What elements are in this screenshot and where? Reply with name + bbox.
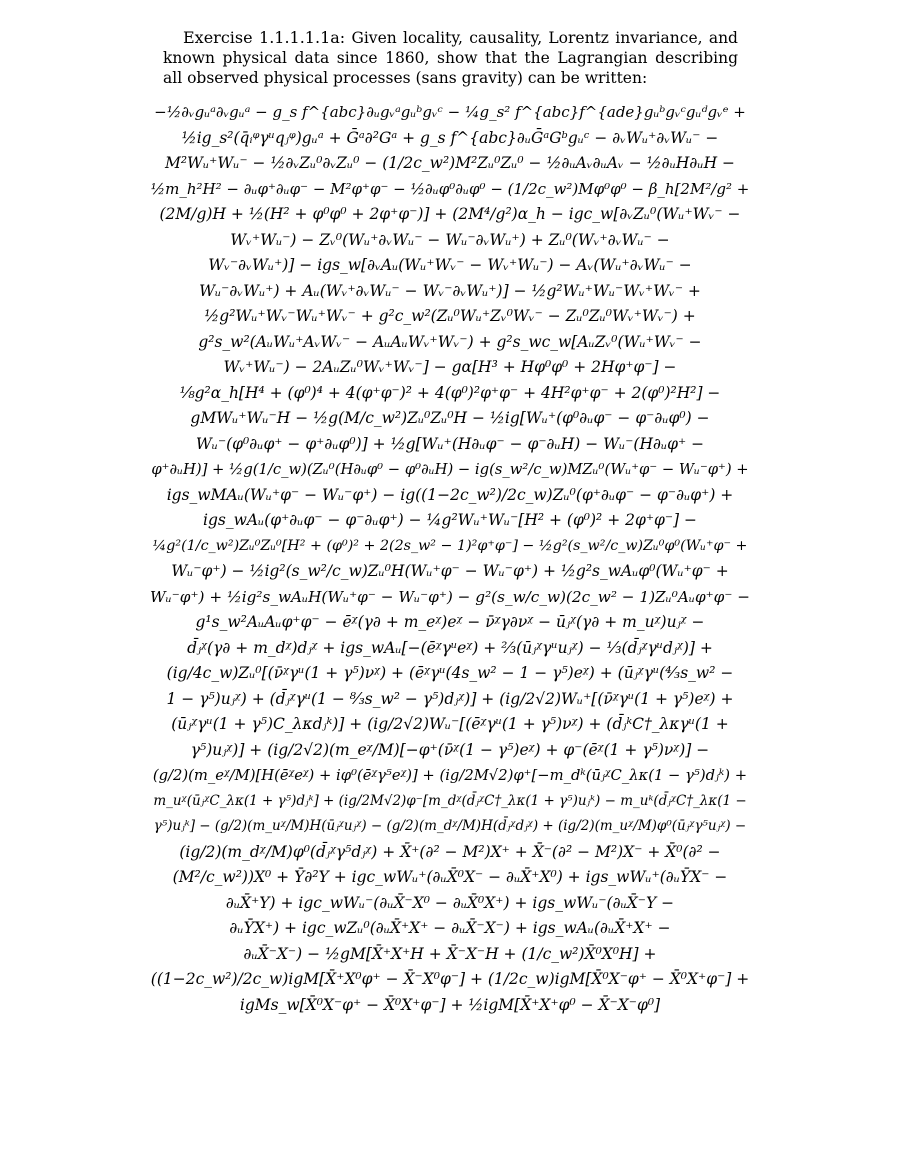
lagrangian-line: Wᵤ⁻φ⁺) − ½ig²(s_w²/c_w)Zᵤ⁰H(Wᵤ⁺φ⁻ − Wᵤ⁻φ⁺) + ½g²s_wAᵤφ⁰(Wᵤ⁺φ⁻ + — [171, 562, 729, 580]
lagrangian-line: (ūⱼᵡγᵘ(1 + γ⁵)C_λκdⱼᵏ)] + (ig/2√2)Wᵤ⁻[(ēᵡγᵘ(1 + γ⁵)νᵡ) + (d̄ⱼᵏC†_λκγᵘ(1 + — [171, 715, 729, 733]
lagrangian-line: igs_wAᵤ(φ⁺∂ᵤφ⁻ − φ⁻∂ᵤφ⁺) − ¼g²Wᵤ⁺Wᵤ⁻[H² + (φ⁰)² + 2φ⁺φ⁻] − — [202, 511, 698, 529]
lagrangian-line: ¼g²(1/c_w²)Zᵤ⁰Zᵤ⁰[H² + (φ⁰)² + 2(2s_w² − 1)²φ⁺φ⁻] − ½g²(s_w²/c_w)Zᵤ⁰φ⁰(Wᵤ⁺φ⁻ + — [152, 537, 748, 554]
lagrangian-line: M²Wᵤ⁺Wᵤ⁻ − ½∂ᵥZᵤ⁰∂ᵥZᵤ⁰ − (1/2c_w²)M²Zᵤ⁰Zᵤ⁰ − ½∂ᵤAᵥ∂ᵤAᵥ − ½∂ᵤH∂ᵤH − — [164, 154, 736, 172]
lagrangian-line: d̄ⱼᵡ(γ∂ + m_dᵡ)dⱼᵡ + igs_wAᵤ[−(ēᵡγᵘeᵡ) + ⅔(ūⱼᵡγᵘuⱼᵡ) − ⅓(d̄ⱼᵡγᵘdⱼᵡ)] + — [187, 638, 713, 657]
lagrangian-line: Wᵤ⁻∂ᵥWᵤ⁺) + Aᵤ(Wᵥ⁺∂ᵥWᵤ⁻ − Wᵥ⁻∂ᵥWᵤ⁺)] − ½g²Wᵤ⁺Wᵤ⁻Wᵥ⁺Wᵥ⁻ + — [199, 281, 701, 300]
lagrangian-line: (M²/c_w²))X⁰ + Ȳ∂²Y + igc_wWᵤ⁺(∂ᵤX̄⁰X⁻ − ∂ᵤX̄⁺X⁰) + igs_wWᵤ⁺(∂ᵤȲX⁻ − — [172, 868, 728, 886]
lagrangian-line: Wᵤ⁻(φ⁰∂ᵤφ⁺ − φ⁺∂ᵤφ⁰)] + ½g[Wᵤ⁺(H∂ᵤφ⁻ − φ⁻∂ᵤH) − Wᵤ⁻(H∂ᵤφ⁺ − — [195, 434, 705, 453]
lagrangian-line: g¹s_w²AᵤAᵤφ⁺φ⁻ − ēᵡ(γ∂ + m_eᵡ)eᵡ − ν̄ᵡγ∂νᵡ − ūⱼᵡ(γ∂ + m_uᵡ)uⱼᵡ − — [195, 613, 705, 631]
lagrangian-line: ∂ᵤȲX⁺) + igc_wZᵤ⁰(∂ᵤX̄⁺X⁺ − ∂ᵤX̄⁻X⁻) + igs_wAᵤ(∂ᵤX̄⁺X⁺ − — [229, 919, 671, 937]
lagrangian-line: ⅛g²α_h[H⁴ + (φ⁰)⁴ + 4(φ⁺φ⁻)² + 4(φ⁰)²φ⁺φ⁻ + 4H²φ⁺φ⁻ + 2(φ⁰)²H²] − — [179, 383, 721, 402]
lagrangian-line: γ⁵)uⱼᵡ)] + (ig/2√2)(m_eᵡ/M)[−φ⁺(ν̄ᵡ(1 − γ⁵)eᵡ) + φ⁻(ēᵡ(1 + γ⁵)νᵡ)] − — [190, 740, 710, 759]
exercise-label: Exercise 1.1.1.1.1a: — [183, 28, 346, 47]
lagrangian-line: Wᵤ⁻φ⁺) + ½ig²s_wAᵤH(Wᵤ⁺φ⁻ − Wᵤ⁻φ⁺) − g²(s_w/c_w)(2c_w² − 1)Zᵤ⁰Aᵤφ⁺φ⁻ − — [150, 587, 750, 606]
lagrangian-line: Wᵥ⁺Wᵤ⁻) − Zᵥ⁰(Wᵤ⁺∂ᵥWᵤ⁻ − Wᵤ⁻∂ᵥWᵤ⁺) + Zᵤ⁰(Wᵥ⁺∂ᵥWᵤ⁻ − — [230, 230, 670, 249]
lagrangian-line: gMWᵤ⁺Wᵤ⁻H − ½g(M/c_w²)Zᵤ⁰Zᵤ⁰H − ½ig[Wᵤ⁺(φ⁰∂ᵤφ⁻ − φ⁻∂ᵤφ⁰) − — [190, 409, 710, 427]
lagrangian-line: (ig/2)(m_dᵡ/M)φ⁰(d̄ⱼᵡγ⁵dⱼᵡ) + X̄⁺(∂² − M²)X⁺ + X̄⁻(∂² − M²)X⁻ + X̄⁰(∂² − — [179, 842, 721, 861]
lagrangian-line: ∂ᵤX̄⁺Y) + igc_wWᵤ⁻(∂ᵤX̄⁻X⁰ − ∂ᵤX̄⁰X⁺) + igs_wWᵤ⁻(∂ᵤX̄⁻Y − — [225, 893, 675, 912]
lagrangian-line: igs_wMAᵤ(Wᵤ⁺φ⁻ − Wᵤ⁻φ⁺) − ig((1−2c_w²)/2c_w)Zᵤ⁰(φ⁺∂ᵤφ⁻ − φ⁻∂ᵤφ⁺) + — [166, 485, 734, 504]
lagrangian-line: g²s_w²(AᵤWᵤ⁺AᵥWᵥ⁻ − AᵤAᵤWᵥ⁺Wᵥ⁻) + g²s_wc_w[AᵤZᵥ⁰(Wᵤ⁺Wᵥ⁻ − — [198, 332, 702, 351]
lagrangian-line: igMs_w[X̄⁰X⁻φ⁺ − X̄⁰X⁺φ⁻] + ½igM[X̄⁺X⁺φ⁰ − X̄⁻X⁻φ⁰] — [239, 995, 661, 1014]
lagrangian-line: m_uᵡ(ūⱼᵡC_λκ(1 + γ⁵)dⱼᵏ] + (ig/2M√2)φ⁻[m_dᵡ(d̄ⱼᵡC†_λκ(1 + γ⁵)uⱼᵏ) − m_uᵏ(d̄ⱼᵡC†_λκ(1 − — [153, 792, 747, 809]
exercise-paragraph — [163, 28, 738, 88]
lagrangian-line: φ⁺∂ᵤH)] + ½g(1/c_w)(Zᵤ⁰(H∂ᵤφ⁰ − φ⁰∂ᵤH) − ig(s_w²/c_w)MZᵤ⁰(Wᵤ⁺φ⁻ − Wᵤ⁻φ⁺) + — [151, 461, 749, 478]
lagrangian-line: Wᵥ⁺Wᵤ⁻) − 2AᵤZᵤ⁰Wᵥ⁺Wᵥ⁻] − gα[H³ + Hφ⁰φ⁰ + 2Hφ⁺φ⁻] − — [223, 358, 677, 376]
exercise-text: Given locality, causality, Lorentz invariance, and known physical data since 1860, show that the Lagrangian describing all observed physical processes (sans gravity) can be written: — [163, 29, 738, 87]
lagrangian-line: ∂ᵤX̄⁻X⁻) − ½gM[X̄⁺X⁺H + X̄⁻X⁻H + (1/c_w²)X̄⁰X⁰H] + — [243, 944, 657, 963]
lagrangian-line: (ig/4c_w)Zᵤ⁰[(ν̄ᵡγᵘ(1 + γ⁵)νᵡ) + (ēᵡγᵘ(4s_w² − 1 − γ⁵)eᵡ) + (ūⱼᵡγᵘ(⁴⁄₃s_w² − — [166, 664, 734, 682]
lagrangian-line: ½m_h²H² − ∂ᵤφ⁺∂ᵤφ⁻ − M²φ⁺φ⁻ − ½∂ᵤφ⁰∂ᵤφ⁰ − (1/2c_w²)Mφ⁰φ⁰ − β_h[2M²/g² + — [150, 179, 750, 198]
lagrangian-line: ½ig_s²(q̄ᵢᵠγᵘqⱼᵠ)gᵤᵃ + Ḡᵃ∂²Gᵃ + g_s f^{abc}∂ᵤḠᵃGᵇgᵤᶜ − ∂ᵥWᵤ⁺∂ᵥWᵤ⁻ − — [181, 128, 719, 147]
lagrangian-line: ((1−2c_w²)/2c_w)igM[X̄⁺X⁰φ⁺ − X̄⁻X⁰φ⁻] + (1/2c_w)igM[X̄⁰X⁻φ⁺ − X̄⁰X⁺φ⁻] + — [150, 970, 750, 988]
lagrangian-line: ½g²Wᵤ⁺Wᵥ⁻Wᵤ⁺Wᵥ⁻ + g²c_w²(Zᵤ⁰Wᵤ⁺Zᵥ⁰Wᵥ⁻ − Zᵤ⁰Zᵤ⁰Wᵥ⁺Wᵥ⁻) + — [204, 307, 696, 325]
lagrangian-line: 1 − γ⁵)uⱼᵡ) + (d̄ⱼᵡγᵘ(1 − ⁸⁄₃s_w² − γ⁵)dⱼᵡ)] + (ig/2√2)Wᵤ⁺[(ν̄ᵡγᵘ(1 + γ⁵)eᵡ) + — [166, 689, 734, 708]
lagrangian-line: Wᵥ⁻∂ᵥWᵤ⁺)] − igs_w[∂ᵥAᵤ(Wᵤ⁺Wᵥ⁻ − Wᵥ⁺Wᵤ⁻) − Aᵥ(Wᵤ⁺∂ᵥWᵤ⁻ − — [208, 256, 692, 274]
lagrangian-line: (2M/g)H + ½(H² + φ⁰φ⁰ + 2φ⁺φ⁻)] + (2M⁴/g²)α_h − igc_w[∂ᵥZᵤ⁰(Wᵤ⁺Wᵥ⁻ − — [159, 205, 741, 223]
lagrangian-equation — [150, 100, 750, 1018]
lagrangian-line: γ⁵)uⱼᵏ] − (g/2)(m_uᵡ/M)H(ūⱼᵡuⱼᵡ) − (g/2)(m_dᵡ/M)H(d̄ⱼᵡdⱼᵡ) + (ig/2)(m_uᵡ/M)φ⁰(ūⱼᵡγ⁵uⱼᵡ) − — [153, 818, 747, 834]
lagrangian-line: −½∂ᵥgᵤᵃ∂ᵥgᵤᵃ − g_s f^{abc}∂ᵤgᵥᵃgᵤᵇgᵥᶜ − ¼g_s² f^{abc}f^{ade}gᵤᵇgᵥᶜgᵤᵈgᵥᵉ + — [154, 103, 746, 121]
lagrangian-line: (g/2)(m_eᵡ/M)[H(ēᵡeᵡ) + iφ⁰(ēᵡγ⁵eᵡ)] + (ig/2M√2)φ⁺[−m_dᵏ(ūⱼᵡC_λκ(1 − γ⁵)dⱼᵏ) + — [152, 767, 748, 784]
